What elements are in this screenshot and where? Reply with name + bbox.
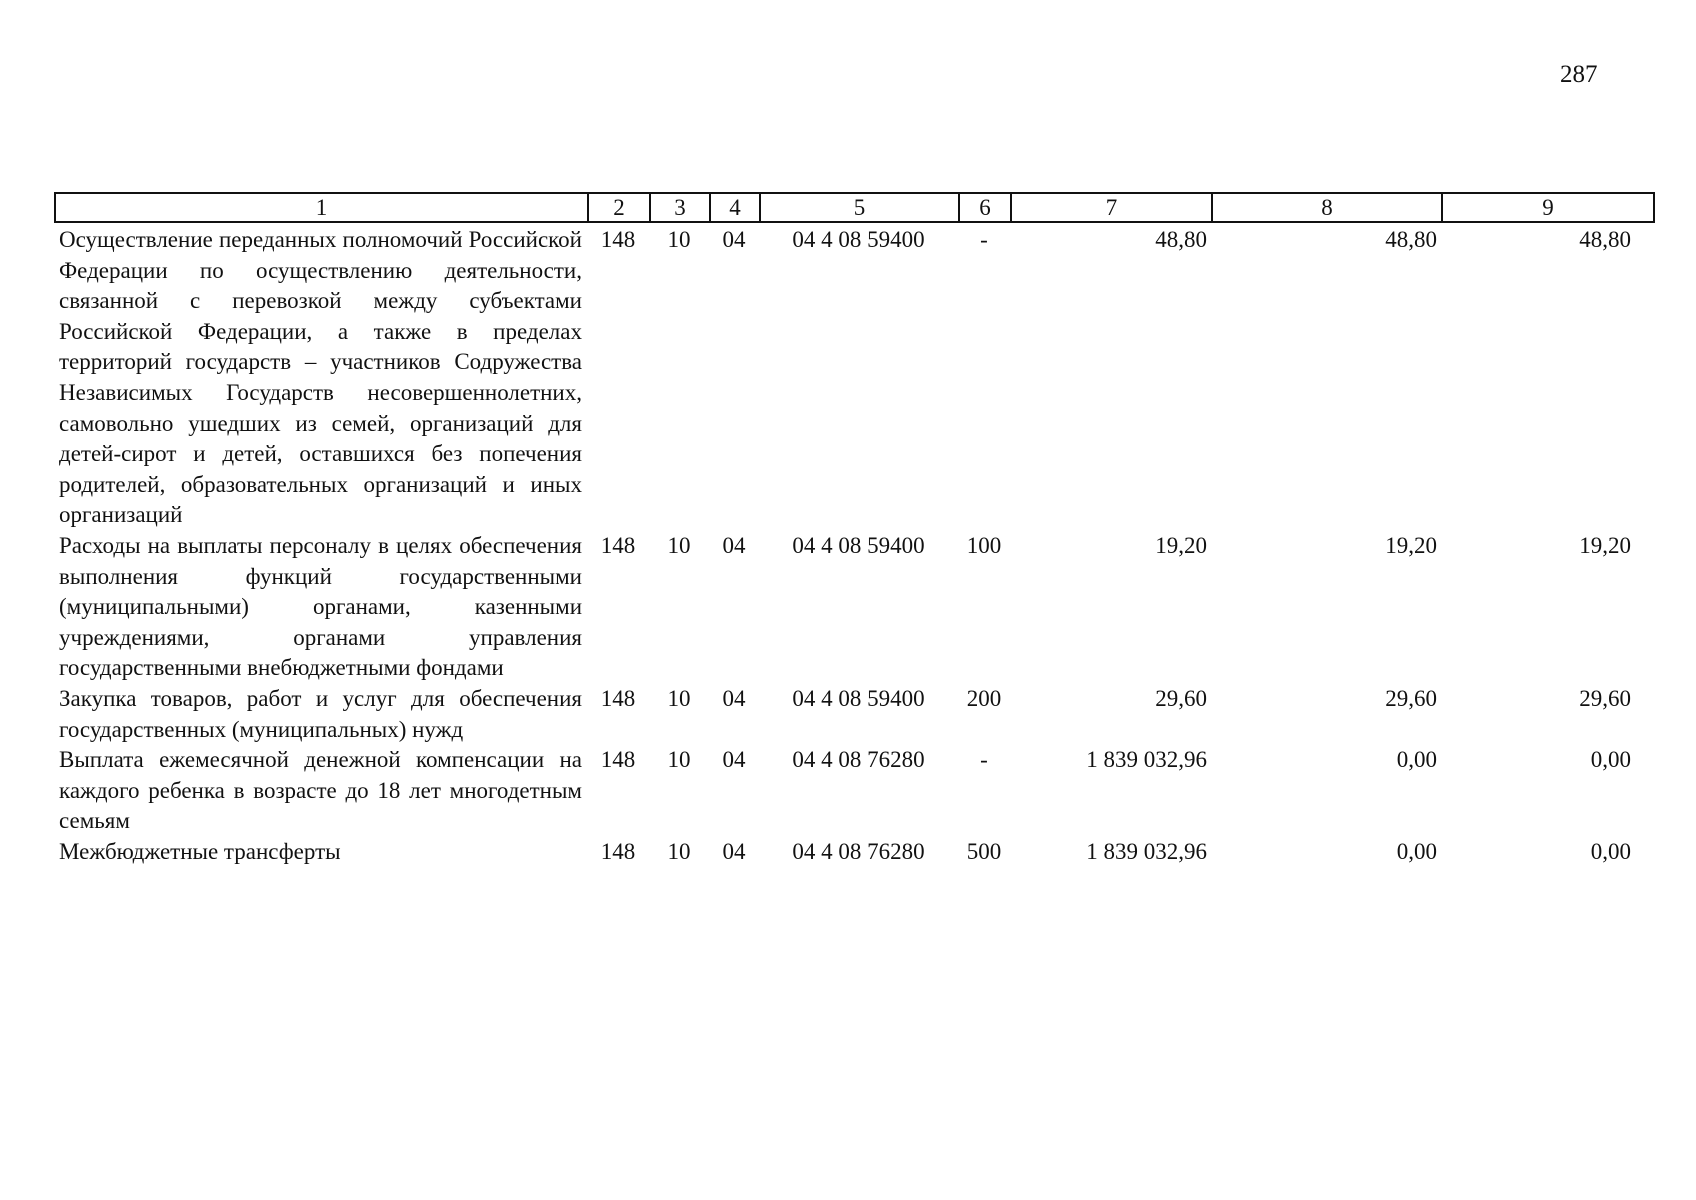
header-col-2: 2 [588, 193, 650, 222]
table-row [54, 684, 1653, 745]
table-row [54, 531, 1653, 684]
header-col-5: 5 [760, 193, 959, 222]
table-row [54, 837, 1653, 868]
row-col-8: 29,60 [1385, 685, 1437, 711]
row-col-3: 10 [667, 532, 691, 558]
row-col-4: 04 [722, 532, 746, 558]
row-col-9: 0,00 [1590, 747, 1631, 773]
header-col-1: 1 [55, 193, 588, 222]
table-row [54, 745, 1653, 837]
row-name: Выплата ежемесячной денежной компенсации на каждого ребенка в возрасте до 18 лет многодетным семьям [59, 747, 582, 834]
header-col-8: 8 [1212, 193, 1442, 222]
row-col-4: 04 [722, 838, 746, 864]
row-col-2: 148 [600, 685, 636, 711]
table-row [54, 225, 1653, 531]
row-col-8: 48,80 [1385, 227, 1437, 252]
row-col-7: 48,80 [1155, 227, 1207, 252]
row-name: Закупка товаров, работ и услуг для обеспечения государственных (муниципальных) нужд [59, 685, 582, 742]
header-row [55, 193, 1654, 222]
row-col-7: 29,60 [1155, 685, 1207, 711]
row-col-5: 04 4 08 59400 [792, 532, 925, 558]
row-col-3: 10 [667, 747, 691, 773]
row-col-5: 04 4 08 59400 [792, 685, 925, 711]
row-col-6: 500 [966, 838, 1002, 864]
row-col-5: 04 4 08 76280 [792, 747, 925, 773]
row-col-9: 0,00 [1590, 838, 1631, 864]
row-col-4: 04 [722, 227, 746, 252]
row-col-3: 10 [667, 227, 691, 252]
row-col-4: 04 [722, 747, 746, 773]
row-col-3: 10 [667, 685, 691, 711]
row-col-9: 48,80 [1579, 227, 1631, 252]
row-col-6: 100 [966, 532, 1002, 558]
header-col-6: 6 [959, 193, 1011, 222]
header-col-3: 3 [650, 193, 710, 222]
row-col-7: 1 839 032,96 [1086, 747, 1207, 773]
row-col-5: 04 4 08 59400 [792, 227, 925, 252]
row-col-8: 19,20 [1385, 532, 1437, 558]
row-col-8: 0,00 [1396, 747, 1437, 773]
header-col-4: 4 [710, 193, 760, 222]
row-col-4: 04 [722, 685, 746, 711]
row-col-2: 148 [600, 747, 636, 773]
row-col-2: 148 [600, 227, 636, 252]
row-col-3: 10 [667, 838, 691, 864]
row-col-6: 200 [966, 685, 1002, 711]
row-name: Расходы на выплаты персоналу в целях обеспечения выполнения функций государственными (муниципальными) органами, казенными учреждениями, органами управления государственными внебюджетными фондами [59, 532, 582, 681]
row-col-5: 04 4 08 76280 [792, 838, 925, 864]
header-col-9: 9 [1442, 193, 1654, 222]
row-col-7: 1 839 032,96 [1086, 838, 1207, 864]
row-col-2: 148 [600, 532, 636, 558]
row-col-7: 19,20 [1155, 532, 1207, 558]
row-name: Осуществление переданных полномочий Российской Федерации по осуществлению деятельности, связанной с перевозкой между субъектами Российской Федерации, а также в пределах территорий государств – участников Содружества Независимых Государств несовершеннолетних, самовольно ушедших из семей, организаций для детей-сирот и детей, оставшихся без попечения родителей, образовательных организаций и иных организаций [59, 227, 582, 528]
row-name: Межбюджетные трансферты [59, 838, 341, 864]
row-col-8: 0,00 [1396, 838, 1437, 864]
page-number: 287 [1560, 61, 1598, 88]
row-col-9: 29,60 [1579, 685, 1631, 711]
row-col-9: 19,20 [1579, 532, 1631, 558]
column-number-header [54, 192, 1655, 223]
row-col-6: - [980, 227, 988, 252]
row-col-2: 148 [600, 838, 636, 864]
budget-table [54, 225, 1653, 867]
row-col-6: - [980, 747, 988, 773]
header-col-7: 7 [1011, 193, 1212, 222]
